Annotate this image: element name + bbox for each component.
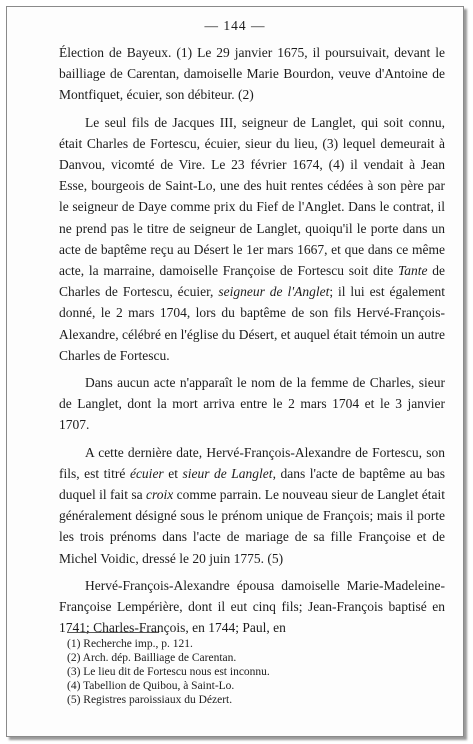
page [6, 6, 464, 737]
paragraph-4-italic-2: sieur de Langlet [182, 465, 273, 481]
paragraph-1-text: Élection de Bayeux. (1) Le 29 janvier 1675, il poursuivait, devant le bailliage de Carentan, damoiselle Marie Bourdon, veuve d'Antoine de Montfiquet, écuier, son débiteur. (2) [59, 45, 445, 103]
paragraph-3 [59, 372, 445, 436]
paragraph-2-text-after: ; il lui est également donné, le 2 mars 1704, lors du baptême de son fils Hervé-François-Alexandre, célébré en l'église du Désert, et auquel était témoin un autre Charles de Fortescu. [59, 284, 445, 363]
paragraph-4-text-before: A cette dernière date, Hervé-François-Alexandre de Fortescu, son fils, est titré [59, 444, 445, 481]
paragraph-4-italic-1: écuier [129, 465, 164, 481]
paragraph-2-italic-1: Tante [397, 263, 428, 279]
footnote-5: (5) Registres paroissiaux du Dézert. [67, 694, 233, 706]
paragraph-5-text: Hervé-François-Alexandre épousa damoiselle Marie-Madeleine-Françoise Lempérière, dont il eut cinq fils; Jean-François baptisé en 1741; Charles-François, en 1744; Paul, en [59, 577, 445, 636]
footnote-1: (1) Recherche imp., p. 121. [67, 638, 193, 650]
footnote-4: (4) Tabellion de Quibou, à Saint-Lo. [67, 680, 235, 692]
body-text [59, 42, 445, 638]
footnote-2: (2) Arch. dép. Bailliage de Carentan. [67, 652, 237, 664]
paragraph-1 [59, 42, 445, 106]
paragraph-4-text-mid2: , dans l'acte de baptême au bas duquel il fait sa [59, 465, 445, 503]
paragraph-4 [59, 442, 445, 569]
paragraph-3-text: Dans aucun acte n'apparaît le nom de la femme de Charles, sieur de Langlet, dont la mort arriva entre le 2 mars 1704 et le 3 janvier 1707. [59, 375, 445, 433]
paragraph-5 [59, 575, 445, 639]
paragraph-2 [59, 112, 445, 366]
footnote-3: (3) Le lieu dit de Fortescu nous est inconnu. [67, 666, 270, 678]
paragraph-4-text-after: comme parrain. Le nouveau sieur de Langlet était généralement désigné sous le prénom unique de François; mais il porte les trois prénoms dans l'acte de mariage de sa fille Françoise et de Michel Voidic, dressé le 20 juin 1775. (5) [59, 487, 445, 566]
paragraph-2-italic-2: seigneur de l'Anglet [218, 284, 330, 300]
paragraph-4-italic-3: croix [145, 487, 174, 503]
paragraph-2-text-mid: de Charles de Fortescu, écuier, [59, 263, 446, 300]
paragraph-4-text-mid: et [163, 465, 183, 481]
footnotes [67, 637, 407, 707]
page-number: — 144 — [204, 18, 266, 33]
paragraph-2-text-before: Le seul fils de Jacques III, seigneur de Langlet, qui soit connu, était Charles de Fortescu, écuier, sieur du lieu, (3) lequel demeurait à Danvou, vicomté de Vire. Le 23 février 1674, (4) il vendait à Jean Esse, bourgeois de Saint-Lo, une des huit rentes cédées à son père par le seigneur de Daye comme prix du Fief de l'Anglet. Dans le contrat, il ne prend pas le titre de seigneur de Langlet, quoiqu'il le porte dans un acte de baptême reçu au Désert le 1er mars 1667, et que dans ce même acte, la marraine, damoiselle Françoise de Fortescu soit dite [59, 114, 445, 279]
footnote-divider [67, 632, 159, 633]
